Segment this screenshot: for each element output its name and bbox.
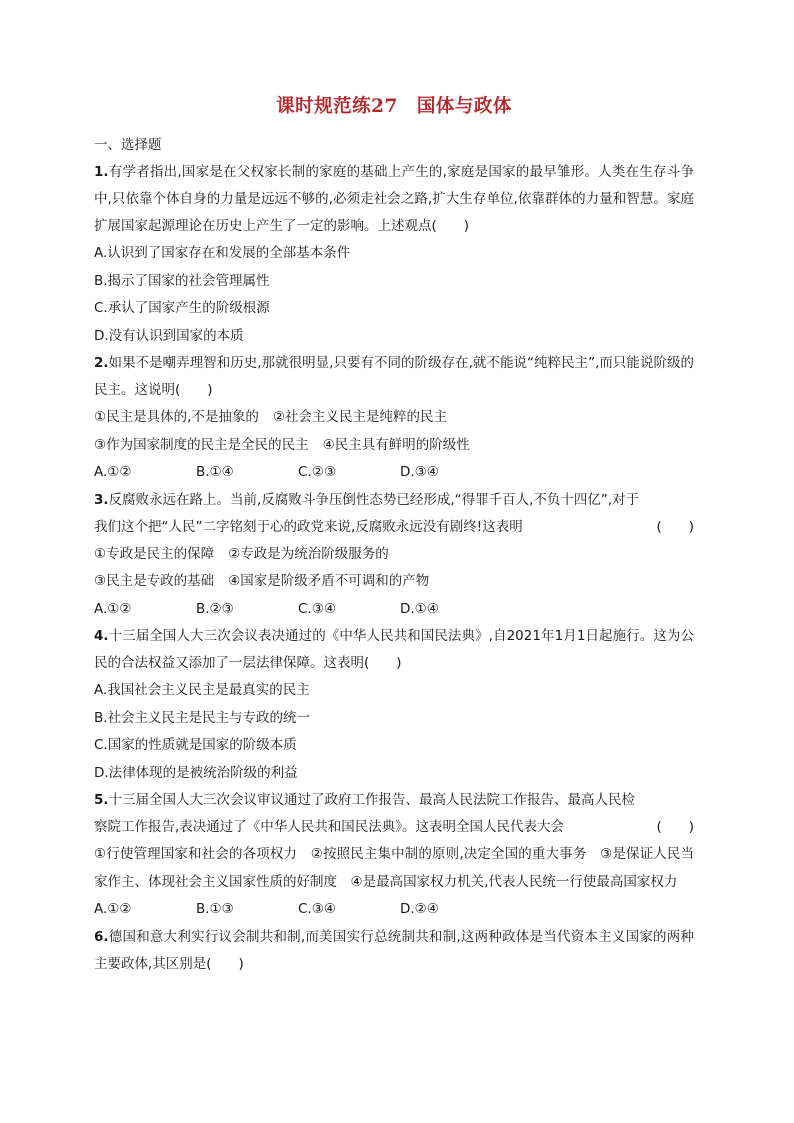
question-3 [94, 487, 694, 624]
statement-line [94, 568, 694, 596]
question-5 [94, 787, 694, 924]
statement-line [94, 432, 694, 460]
option-c: C.承认了国家产生的阶级根源 [94, 300, 270, 316]
option-b: B.②③ [196, 600, 234, 617]
section-heading: 一、选择题 [94, 137, 162, 153]
question-2 [94, 350, 694, 487]
option-d: D.①④ [400, 600, 439, 617]
option-c: C.②③ [298, 464, 336, 480]
option-row [94, 596, 694, 624]
statement-block: ①行使管理国家和社会的各项权力 ②按照民主集中制的原则,决定全国的重大事务 ③是保证人民当家作主、体现社会主义国家性质的好制度 ④是最高国家权力机关,代表人民统一行使最高国家权力 [94, 846, 694, 890]
option-row [94, 459, 694, 487]
option-d: D.法律体现的是被统治阶级的利益 [94, 764, 298, 781]
option-c: C.③④ [298, 901, 336, 917]
question-text: 德国和意大利实行议会制共和制,而美国实行总统制共和制,这两种政体是当代资本主义国家的两种主要政体,其区别是( ) [94, 928, 694, 972]
question-number: 1. [94, 164, 109, 180]
question-stem [94, 487, 694, 541]
option-d: D.②④ [400, 901, 439, 917]
question-stem [94, 787, 694, 841]
option-a: A.①② [94, 464, 132, 480]
question-number: 5. [94, 792, 109, 808]
option-d: D.没有认识到国家的本质 [94, 327, 244, 344]
option-c: C.③④ [298, 600, 336, 617]
statement-item: ④民主具有鲜明的阶级性 [322, 436, 470, 453]
question-number: 2. [94, 355, 109, 371]
option-d: D.③④ [400, 464, 439, 480]
statement-item: ①民主是具体的,不是抽象的 [94, 409, 259, 425]
option-b: B.①③ [196, 901, 234, 917]
option-b: B.①④ [196, 464, 234, 480]
option-row [94, 896, 694, 924]
answer-blank: ( ) [656, 518, 694, 535]
question-text: 反腐败永远在路上。当前,反腐败斗争压倒性态势已经形成,“得罪千百人,不负十四亿”,对于我们这个把“人民”二字铭刻于心的政党来说,反腐败永远没有剧终!这表明 [94, 491, 640, 535]
option-a: A.认识到了国家存在和发展的全部基本条件 [94, 245, 351, 261]
question-6 [94, 924, 694, 978]
statement-item: ②社会主义民主是纯粹的民主 [272, 409, 448, 425]
option-a: A.①② [94, 901, 132, 917]
question-number: 4. [94, 628, 109, 644]
answer-blank: ( ) [656, 819, 694, 835]
question-text: 有学者指出,国家是在父权家长制的家庭的基础上产生的,家庭是国家的最早雏形。人类在生存斗争中,只依靠个体自身的力量是远远不够的,必须走社会之路,扩大生存单位,依靠群体的力量和智慧。家庭扩展国家起源理论在历史上产生了一定的影响。上述观点( ) [94, 164, 694, 234]
question-number: 6. [94, 928, 109, 945]
question-stem [94, 623, 694, 677]
statement-item: ③作为国家制度的民主是全民的民主 [94, 436, 309, 453]
question-stem [94, 159, 694, 240]
option-b: B.揭示了国家的社会管理属性 [94, 272, 270, 289]
statement-item: ④国家是阶级矛盾不可调和的产物 [228, 573, 430, 589]
statement-item: ③民主是专政的基础 [94, 573, 215, 589]
option-a: A.我国社会主义民主是最真实的民主 [94, 682, 310, 698]
statement-line [94, 404, 694, 432]
question-1 [94, 159, 694, 350]
statement-item: ②专政是为统治阶级服务的 [228, 545, 389, 562]
option-a: A.①② [94, 600, 132, 617]
question-body [94, 487, 644, 541]
option-b: B.社会主义民主是民主与专政的统一 [94, 709, 311, 726]
question-text: 十三届全国人大三次会议表决通过的《中华人民共和国民法典》,自2021年1月1日起施行。这为公民的合法权益又添加了一层法律保障。这表明( ) [94, 628, 694, 671]
question-stem [94, 924, 694, 978]
question-4 [94, 623, 694, 787]
question-stem [94, 350, 694, 404]
question-text: 如果不是嘲弄理智和历史,那就很明显,只要有不同的阶级存在,就不能说“纯粹民主”,而只能说阶级的民主。这说明( ) [94, 355, 694, 398]
option-c: C.国家的性质就是国家的阶级本质 [94, 737, 297, 753]
question-number: 3. [94, 491, 109, 508]
statement-line [94, 541, 694, 569]
question-body [94, 787, 644, 841]
page-title: 课时规范练27 国体与政体 [276, 96, 512, 117]
question-text: 十三届全国人大三次会议审议通过了政府工作报告、最高人民法院工作报告、最高人民检察院工作报告,表决通过了《中华人民共和国民法典》。这表明全国人民代表大会 [94, 792, 636, 835]
statement-item: ①专政是民主的保障 [94, 545, 215, 562]
